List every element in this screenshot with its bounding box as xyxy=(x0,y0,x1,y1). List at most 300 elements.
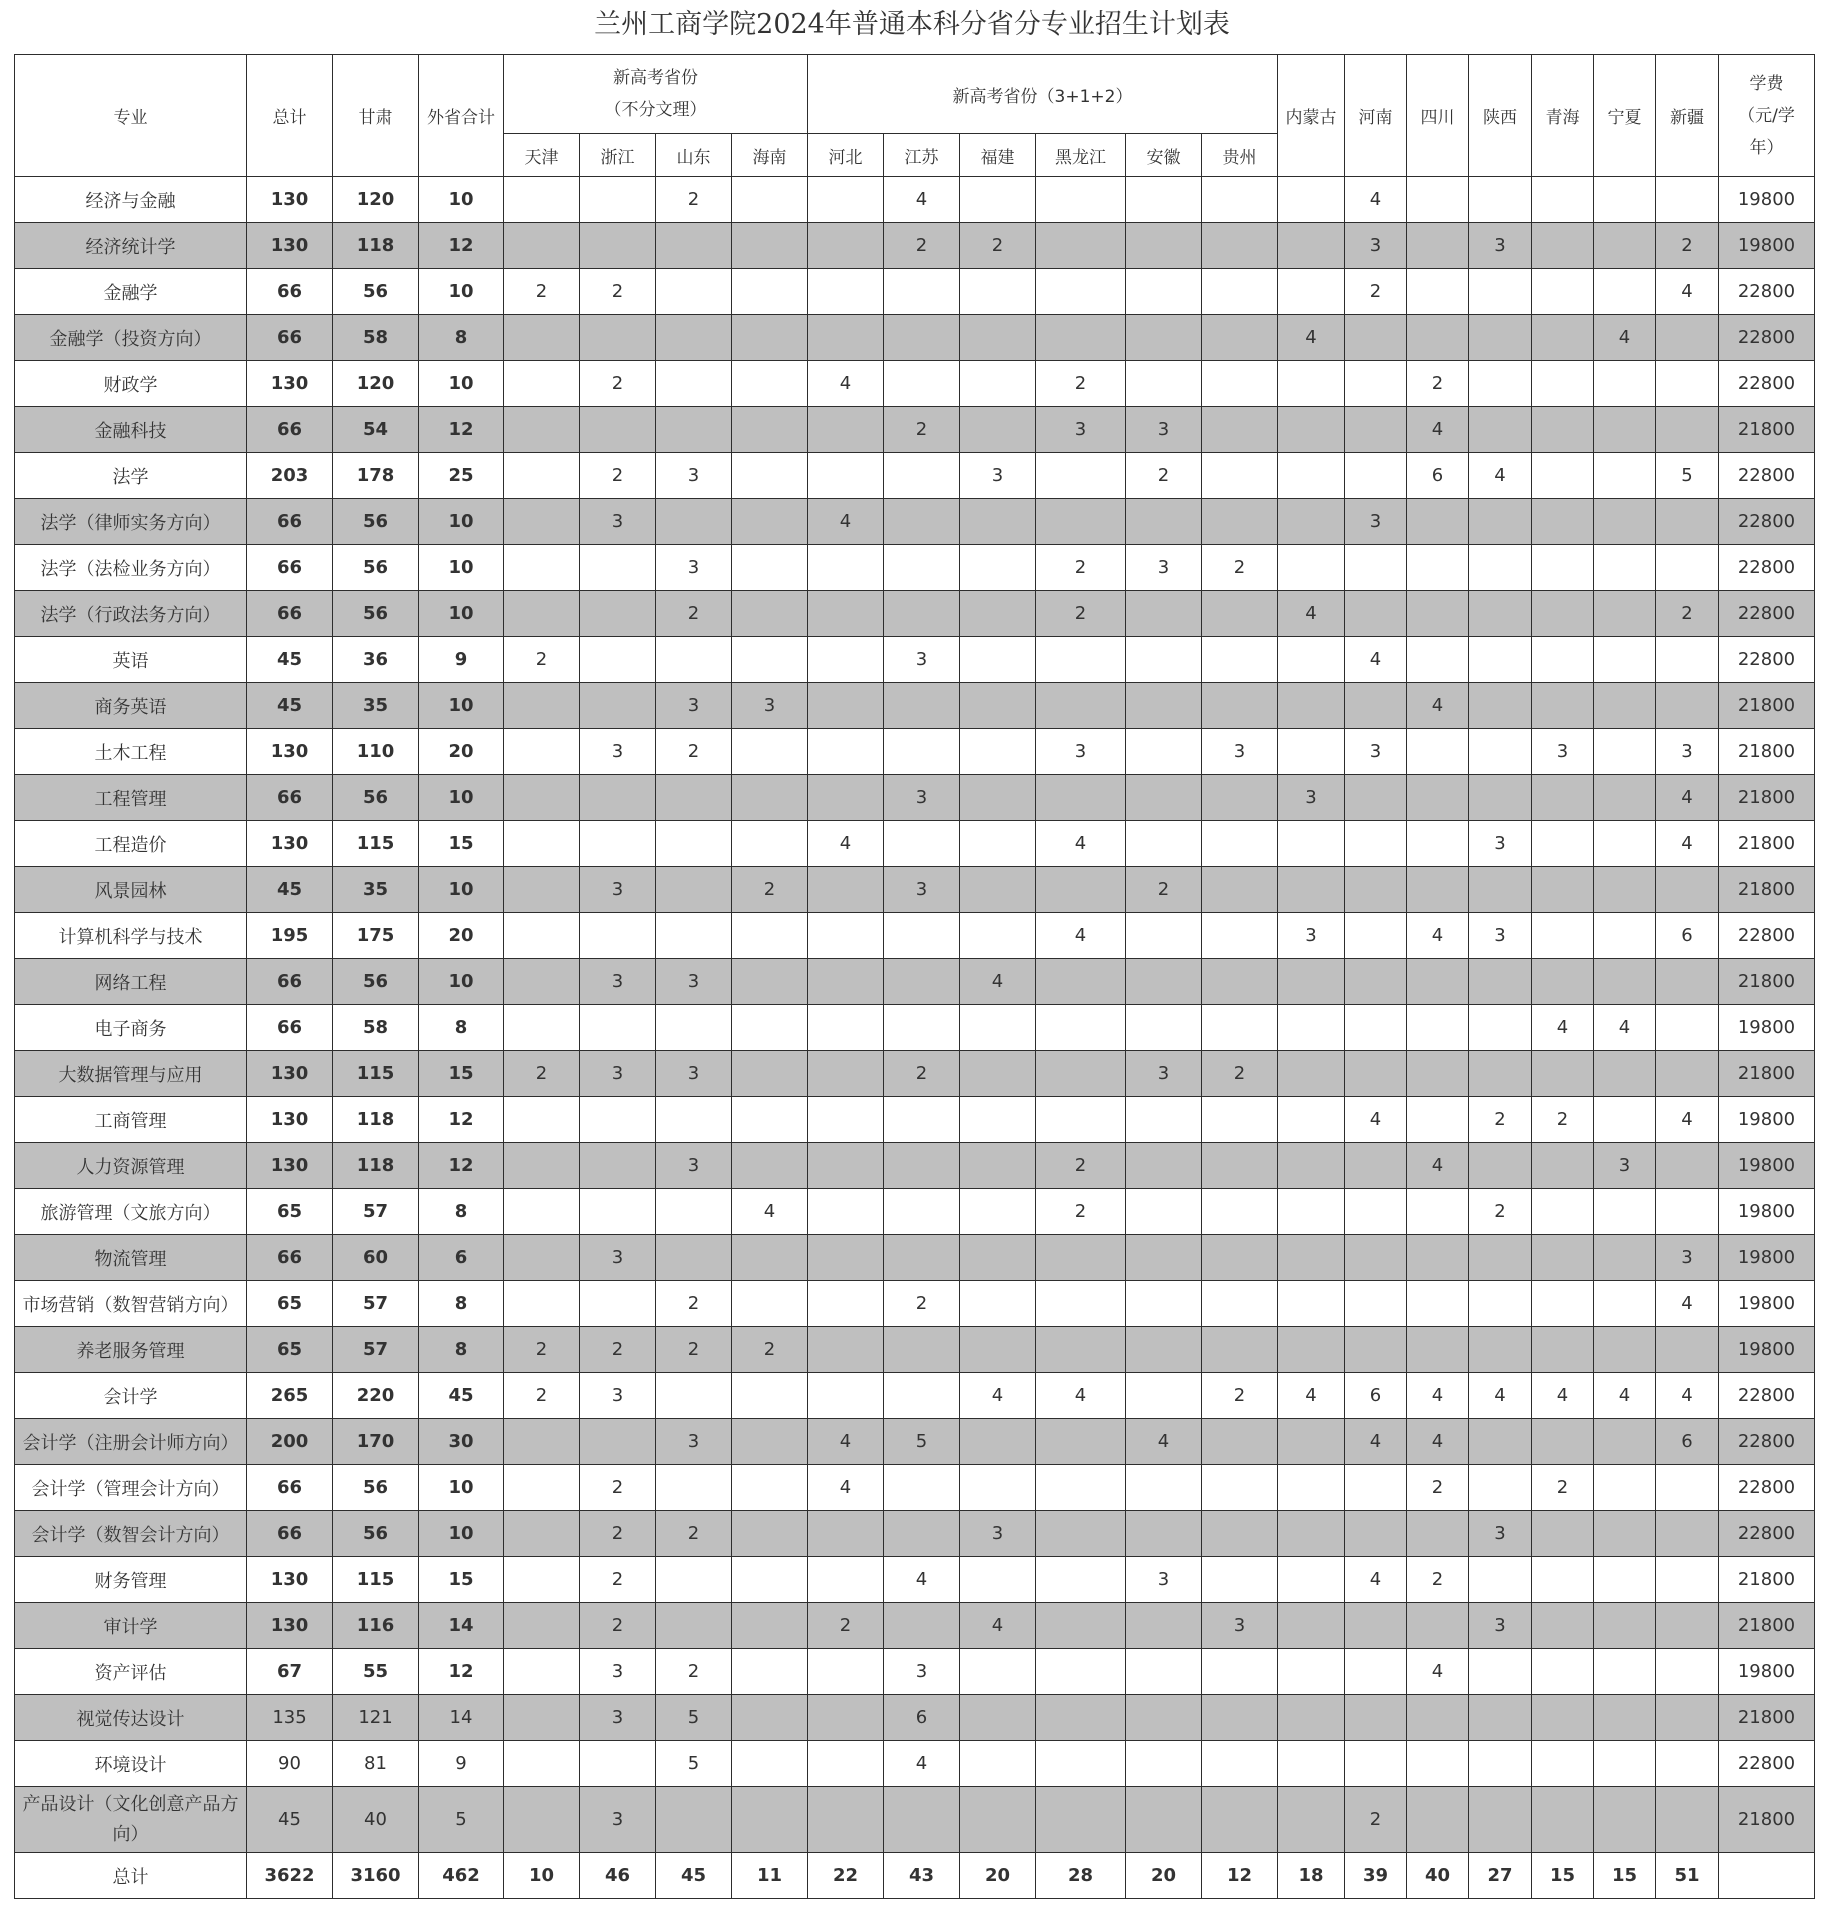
fee-cell: 19800 xyxy=(1719,177,1815,223)
province-count-cell: 3 xyxy=(1126,1051,1202,1097)
province-count-cell xyxy=(884,821,960,867)
province-count-cell: 2 xyxy=(1345,1787,1407,1853)
province-count-cell xyxy=(1594,407,1656,453)
province-count-cell: 2 xyxy=(1036,591,1126,637)
province-count-cell xyxy=(1469,1281,1532,1327)
province-count-cell xyxy=(1656,1005,1719,1051)
major-name-cell: 风景园林 xyxy=(15,867,247,913)
province-count-cell xyxy=(1345,453,1407,499)
province-count-cell xyxy=(1469,315,1532,361)
province-count-cell xyxy=(504,177,580,223)
other-total-cell: 20 xyxy=(419,729,504,775)
province-count-cell xyxy=(1345,1603,1407,1649)
province-count-cell xyxy=(1407,729,1469,775)
province-count-cell xyxy=(1594,959,1656,1005)
province-count-cell xyxy=(1126,1235,1202,1281)
province-count-cell: 3 xyxy=(1202,1603,1278,1649)
fee-cell: 21800 xyxy=(1719,683,1815,729)
province-count-cell xyxy=(580,177,656,223)
province-count-cell: 3 xyxy=(960,1511,1036,1557)
province-count-cell: 4 xyxy=(1656,269,1719,315)
province-count-cell xyxy=(1126,315,1202,361)
province-count-cell xyxy=(884,1787,960,1853)
province-count-cell xyxy=(1036,1419,1126,1465)
province-count-cell xyxy=(1036,1557,1126,1603)
province-count-cell xyxy=(1202,453,1278,499)
province-count-cell xyxy=(1202,1557,1278,1603)
province-count-cell xyxy=(1469,1465,1532,1511)
fee-cell: 21800 xyxy=(1719,821,1815,867)
summary-row xyxy=(15,1853,1815,1899)
province-count-cell xyxy=(1036,269,1126,315)
province-count-cell xyxy=(504,1787,580,1853)
province-count-cell: 4 xyxy=(1656,1373,1719,1419)
province-count-cell xyxy=(884,453,960,499)
province-count-cell xyxy=(960,177,1036,223)
province-count-cell xyxy=(960,867,1036,913)
province-count-cell xyxy=(732,453,808,499)
province-count-cell xyxy=(808,729,884,775)
total-cell: 135 xyxy=(247,1695,333,1741)
province-count-cell xyxy=(1126,1695,1202,1741)
total-cell: 45 xyxy=(247,867,333,913)
province-count-cell: 2 xyxy=(1656,223,1719,269)
province-count-cell: 3 xyxy=(1126,545,1202,591)
province-count-cell xyxy=(1036,1603,1126,1649)
other-total-cell: 10 xyxy=(419,683,504,729)
fee-cell: 21800 xyxy=(1719,1557,1815,1603)
province-count-cell xyxy=(732,1281,808,1327)
province-count-cell xyxy=(808,775,884,821)
fee-cell: 22800 xyxy=(1719,1419,1815,1465)
province-count-cell xyxy=(656,867,732,913)
major-name-cell: 财务管理 xyxy=(15,1557,247,1603)
province-count-cell: 3 xyxy=(1656,729,1719,775)
province-count-cell: 15 xyxy=(1594,1853,1656,1899)
province-count-cell xyxy=(1532,1649,1594,1695)
province-count-cell xyxy=(1469,959,1532,1005)
other-total-cell: 30 xyxy=(419,1419,504,1465)
province-count-cell xyxy=(1126,637,1202,683)
province-count-cell xyxy=(1278,1603,1345,1649)
province-count-cell: 2 xyxy=(1407,1465,1469,1511)
province-count-cell: 2 xyxy=(1469,1189,1532,1235)
province-count-cell xyxy=(732,269,808,315)
province-count-cell xyxy=(1126,1741,1202,1787)
table-row xyxy=(15,407,1815,453)
gansu-cell: 110 xyxy=(333,729,419,775)
province-count-cell xyxy=(504,545,580,591)
table-row xyxy=(15,637,1815,683)
province-count-cell: 40 xyxy=(1407,1853,1469,1899)
gansu-cell: 170 xyxy=(333,1419,419,1465)
province-count-cell xyxy=(504,729,580,775)
province-count-cell xyxy=(1345,775,1407,821)
other-total-cell: 462 xyxy=(419,1853,504,1899)
province-count-cell xyxy=(1469,683,1532,729)
province-count-cell xyxy=(1278,729,1345,775)
major-name-cell: 视觉传达设计 xyxy=(15,1695,247,1741)
province-count-cell xyxy=(1278,867,1345,913)
province-count-cell xyxy=(732,177,808,223)
province-count-cell xyxy=(1469,775,1532,821)
table-row xyxy=(15,729,1815,775)
province-count-cell xyxy=(1202,1465,1278,1511)
province-count-cell xyxy=(732,591,808,637)
province-count-cell xyxy=(1532,1603,1594,1649)
other-total-cell: 5 xyxy=(419,1787,504,1853)
province-count-cell xyxy=(504,361,580,407)
total-cell: 66 xyxy=(247,591,333,637)
province-count-cell xyxy=(1202,315,1278,361)
other-total-cell: 8 xyxy=(419,1281,504,1327)
province-count-cell xyxy=(1594,223,1656,269)
province-count-cell xyxy=(1036,1235,1126,1281)
province-count-cell xyxy=(732,1005,808,1051)
fee-cell: 19800 xyxy=(1719,1649,1815,1695)
fee-cell: 22800 xyxy=(1719,453,1815,499)
province-count-cell xyxy=(1202,821,1278,867)
province-count-cell: 2 xyxy=(656,1281,732,1327)
province-count-cell xyxy=(656,637,732,683)
table-row xyxy=(15,1373,1815,1419)
gansu-cell: 120 xyxy=(333,361,419,407)
province-count-cell xyxy=(504,1603,580,1649)
header-province-jiangsu: 江苏 xyxy=(884,134,960,177)
province-count-cell xyxy=(960,591,1036,637)
province-count-cell xyxy=(1594,637,1656,683)
province-count-cell: 4 xyxy=(1656,821,1719,867)
province-count-cell xyxy=(504,407,580,453)
province-count-cell xyxy=(1126,177,1202,223)
province-count-cell xyxy=(656,1465,732,1511)
province-count-cell xyxy=(960,821,1036,867)
other-total-cell: 8 xyxy=(419,315,504,361)
total-cell: 200 xyxy=(247,1419,333,1465)
province-count-cell xyxy=(1036,177,1126,223)
other-total-cell: 8 xyxy=(419,1005,504,1051)
province-count-cell xyxy=(1278,683,1345,729)
province-count-cell: 3 xyxy=(1345,729,1407,775)
table-row xyxy=(15,821,1815,867)
province-count-cell: 4 xyxy=(1594,1373,1656,1419)
province-count-cell: 4 xyxy=(1407,1143,1469,1189)
other-total-cell: 12 xyxy=(419,1649,504,1695)
other-total-cell: 20 xyxy=(419,913,504,959)
province-count-cell xyxy=(1126,729,1202,775)
province-count-cell xyxy=(808,1327,884,1373)
province-count-cell xyxy=(1202,269,1278,315)
province-count-cell: 2 xyxy=(580,1327,656,1373)
other-total-cell: 14 xyxy=(419,1695,504,1741)
province-count-cell: 3 xyxy=(1532,729,1594,775)
province-count-cell xyxy=(1278,1189,1345,1235)
header-fee-line2: （元/学 xyxy=(1738,105,1795,126)
province-count-cell xyxy=(1278,821,1345,867)
province-count-cell xyxy=(1532,315,1594,361)
province-count-cell xyxy=(960,1327,1036,1373)
province-count-cell: 2 xyxy=(656,177,732,223)
province-count-cell xyxy=(1036,1097,1126,1143)
province-count-cell xyxy=(1345,1005,1407,1051)
province-count-cell xyxy=(884,315,960,361)
province-count-cell: 20 xyxy=(1126,1853,1202,1899)
province-count-cell xyxy=(580,1097,656,1143)
province-count-cell xyxy=(960,1557,1036,1603)
province-count-cell xyxy=(1469,591,1532,637)
table-row xyxy=(15,867,1815,913)
province-count-cell xyxy=(884,499,960,545)
province-count-cell xyxy=(656,1097,732,1143)
province-count-cell xyxy=(1469,1557,1532,1603)
province-count-cell xyxy=(656,1373,732,1419)
province-count-cell xyxy=(732,1143,808,1189)
province-count-cell: 4 xyxy=(960,959,1036,1005)
gansu-cell: 57 xyxy=(333,1189,419,1235)
province-count-cell: 43 xyxy=(884,1853,960,1899)
table-row xyxy=(15,315,1815,361)
province-count-cell xyxy=(1532,1189,1594,1235)
table-row xyxy=(15,1649,1815,1695)
gansu-cell: 56 xyxy=(333,591,419,637)
province-count-cell xyxy=(504,223,580,269)
table-row xyxy=(15,223,1815,269)
header-fee xyxy=(1719,55,1815,177)
province-count-cell xyxy=(1202,1281,1278,1327)
province-count-cell: 2 xyxy=(1202,1373,1278,1419)
province-count-cell xyxy=(1594,1327,1656,1373)
table-row xyxy=(15,1419,1815,1465)
gansu-cell: 40 xyxy=(333,1787,419,1853)
major-name-cell: 会计学（注册会计师方向） xyxy=(15,1419,247,1465)
other-total-cell: 15 xyxy=(419,1557,504,1603)
province-count-cell: 2 xyxy=(656,1327,732,1373)
header-group-no-split-line2: （不分文理） xyxy=(604,100,707,120)
total-cell: 130 xyxy=(247,177,333,223)
province-count-cell xyxy=(1407,1005,1469,1051)
gansu-cell: 35 xyxy=(333,867,419,913)
total-cell: 3622 xyxy=(247,1853,333,1899)
province-count-cell: 3 xyxy=(656,453,732,499)
province-count-cell xyxy=(1278,1741,1345,1787)
province-count-cell: 20 xyxy=(960,1853,1036,1899)
province-count-cell xyxy=(1278,453,1345,499)
province-count-cell xyxy=(808,407,884,453)
province-count-cell xyxy=(1532,591,1594,637)
province-count-cell xyxy=(1036,1465,1126,1511)
province-count-cell xyxy=(1036,499,1126,545)
province-count-cell xyxy=(1407,637,1469,683)
other-total-cell: 45 xyxy=(419,1373,504,1419)
total-cell: 265 xyxy=(247,1373,333,1419)
fee-cell: 22800 xyxy=(1719,269,1815,315)
province-count-cell xyxy=(656,1787,732,1853)
header-province-heilongjiang: 黑龙江 xyxy=(1036,134,1126,177)
province-count-cell xyxy=(1594,1189,1656,1235)
province-count-cell xyxy=(1594,269,1656,315)
fee-cell: 19800 xyxy=(1719,1189,1815,1235)
province-count-cell xyxy=(656,1557,732,1603)
header-province-hebei: 河北 xyxy=(808,134,884,177)
table-row xyxy=(15,1603,1815,1649)
province-count-cell xyxy=(808,591,884,637)
province-count-cell xyxy=(1594,1695,1656,1741)
province-count-cell xyxy=(960,1465,1036,1511)
province-count-cell xyxy=(960,913,1036,959)
province-count-cell xyxy=(808,1235,884,1281)
province-count-cell xyxy=(732,1787,808,1853)
province-count-cell xyxy=(808,269,884,315)
province-count-cell xyxy=(884,1511,960,1557)
province-count-cell xyxy=(960,1787,1036,1853)
major-name-cell: 工商管理 xyxy=(15,1097,247,1143)
province-count-cell xyxy=(504,499,580,545)
province-count-cell xyxy=(1532,821,1594,867)
province-count-cell xyxy=(1036,637,1126,683)
province-count-cell: 2 xyxy=(504,269,580,315)
province-count-cell xyxy=(1345,1189,1407,1235)
province-count-cell xyxy=(1345,1511,1407,1557)
province-count-cell xyxy=(1656,545,1719,591)
province-count-cell xyxy=(884,545,960,591)
province-count-cell xyxy=(1036,1695,1126,1741)
province-count-cell xyxy=(808,315,884,361)
province-count-cell xyxy=(808,1649,884,1695)
province-count-cell xyxy=(960,1741,1036,1787)
province-count-cell: 2 xyxy=(808,1603,884,1649)
total-cell: 130 xyxy=(247,361,333,407)
province-count-cell: 3 xyxy=(656,1419,732,1465)
province-count-cell xyxy=(1202,637,1278,683)
province-count-cell xyxy=(1202,177,1278,223)
province-count-cell xyxy=(1278,1005,1345,1051)
province-count-cell xyxy=(884,959,960,1005)
header-province-tianjin: 天津 xyxy=(504,134,580,177)
province-count-cell xyxy=(580,1143,656,1189)
province-count-cell: 6 xyxy=(1345,1373,1407,1419)
province-count-cell: 4 xyxy=(884,177,960,223)
other-total-cell: 10 xyxy=(419,177,504,223)
province-count-cell xyxy=(732,1557,808,1603)
header-province-qinghai: 青海 xyxy=(1532,55,1594,177)
province-count-cell xyxy=(504,1097,580,1143)
province-count-cell xyxy=(960,775,1036,821)
header-province-zhejiang: 浙江 xyxy=(580,134,656,177)
province-count-cell xyxy=(1532,1741,1594,1787)
province-count-cell: 15 xyxy=(1532,1853,1594,1899)
province-count-cell xyxy=(1407,269,1469,315)
province-count-cell: 2 xyxy=(656,1511,732,1557)
province-count-cell: 4 xyxy=(1126,1419,1202,1465)
province-count-cell: 5 xyxy=(656,1741,732,1787)
province-count-cell xyxy=(960,1189,1036,1235)
province-count-cell xyxy=(1202,407,1278,453)
gansu-cell: 56 xyxy=(333,499,419,545)
table-row xyxy=(15,1235,1815,1281)
province-count-cell: 2 xyxy=(884,223,960,269)
province-count-cell: 2 xyxy=(1036,545,1126,591)
gansu-cell: 118 xyxy=(333,1097,419,1143)
province-count-cell xyxy=(1407,223,1469,269)
gansu-cell: 220 xyxy=(333,1373,419,1419)
province-count-cell: 2 xyxy=(1126,867,1202,913)
major-name-cell: 人力资源管理 xyxy=(15,1143,247,1189)
gansu-cell: 115 xyxy=(333,821,419,867)
province-count-cell xyxy=(1656,1511,1719,1557)
province-count-cell xyxy=(732,1419,808,1465)
total-cell: 130 xyxy=(247,729,333,775)
province-count-cell: 5 xyxy=(1656,453,1719,499)
major-name-cell: 工程造价 xyxy=(15,821,247,867)
table-row xyxy=(15,1097,1815,1143)
province-count-cell xyxy=(1407,1235,1469,1281)
province-count-cell xyxy=(504,1281,580,1327)
province-count-cell xyxy=(732,1695,808,1741)
province-count-cell: 2 xyxy=(504,637,580,683)
province-count-cell xyxy=(1594,545,1656,591)
table-row xyxy=(15,775,1815,821)
fee-cell: 21800 xyxy=(1719,775,1815,821)
province-count-cell: 4 xyxy=(960,1603,1036,1649)
province-count-cell xyxy=(1407,1603,1469,1649)
province-count-cell xyxy=(1345,1235,1407,1281)
header-province-shaanxi: 陕西 xyxy=(1469,55,1532,177)
province-count-cell xyxy=(1036,1511,1126,1557)
table-row xyxy=(15,269,1815,315)
province-count-cell: 2 xyxy=(656,591,732,637)
province-count-cell xyxy=(580,591,656,637)
province-count-cell xyxy=(1532,959,1594,1005)
province-count-cell xyxy=(1656,407,1719,453)
table-row xyxy=(15,1465,1815,1511)
province-count-cell xyxy=(960,1005,1036,1051)
province-count-cell xyxy=(1126,1787,1202,1853)
total-cell: 66 xyxy=(247,959,333,1005)
gansu-cell: 58 xyxy=(333,315,419,361)
province-count-cell xyxy=(1202,867,1278,913)
province-count-cell xyxy=(1532,1419,1594,1465)
province-count-cell: 3 xyxy=(580,1787,656,1853)
province-count-cell xyxy=(1126,1649,1202,1695)
province-count-cell: 4 xyxy=(1469,453,1532,499)
province-count-cell xyxy=(960,269,1036,315)
province-count-cell xyxy=(1532,361,1594,407)
province-count-cell xyxy=(1594,1051,1656,1097)
header-province-neimenggu: 内蒙古 xyxy=(1278,55,1345,177)
province-count-cell xyxy=(1656,1649,1719,1695)
province-count-cell xyxy=(808,1787,884,1853)
province-count-cell: 4 xyxy=(1345,177,1407,223)
header-province-guizhou: 贵州 xyxy=(1202,134,1278,177)
province-count-cell: 4 xyxy=(1345,1097,1407,1143)
province-count-cell xyxy=(732,499,808,545)
fee-cell: 21800 xyxy=(1719,1787,1815,1853)
province-count-cell xyxy=(1278,1235,1345,1281)
province-count-cell xyxy=(1656,1741,1719,1787)
province-count-cell: 4 xyxy=(1407,1419,1469,1465)
province-count-cell xyxy=(1036,683,1126,729)
table-row xyxy=(15,1787,1815,1853)
province-count-cell: 3 xyxy=(656,1143,732,1189)
province-count-cell xyxy=(1126,959,1202,1005)
province-count-cell xyxy=(1469,1741,1532,1787)
province-count-cell xyxy=(1532,867,1594,913)
major-name-cell: 土木工程 xyxy=(15,729,247,775)
province-count-cell xyxy=(1278,545,1345,591)
province-count-cell xyxy=(1036,775,1126,821)
other-total-cell: 10 xyxy=(419,361,504,407)
province-count-cell xyxy=(1345,407,1407,453)
